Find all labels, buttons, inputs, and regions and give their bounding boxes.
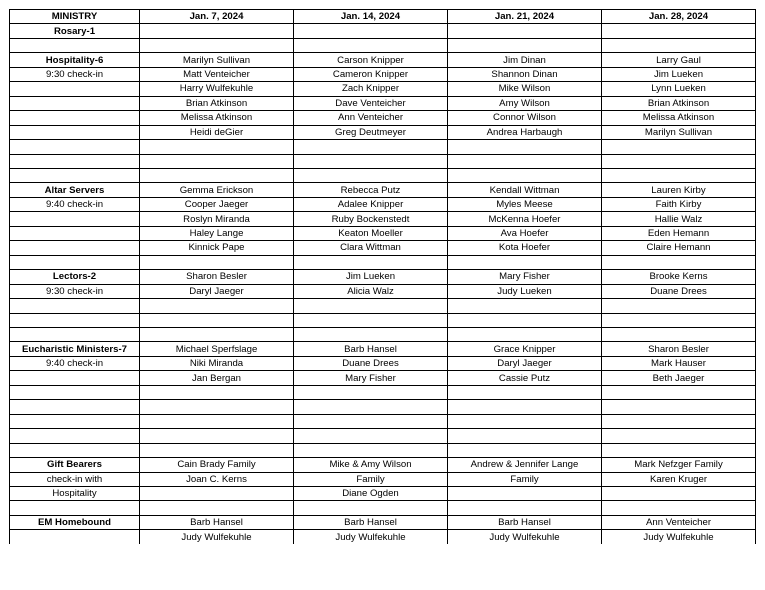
- assignment-cell: [448, 501, 602, 515]
- ministry-cell: [10, 414, 140, 428]
- table-row: [10, 458, 756, 472]
- assignment-cell: Carson Knipper: [294, 53, 448, 67]
- ministry-cell: Altar Servers: [10, 183, 140, 197]
- table-row: [10, 486, 756, 500]
- assignment-cell: Mary Fisher: [294, 371, 448, 385]
- assignment-cell: Shannon Dinan: [448, 67, 602, 81]
- assignment-cell: Judy Wulfekuhle: [140, 530, 294, 544]
- ministry-cell: Lectors-2: [10, 270, 140, 284]
- assignment-cell: Ann Venteicher: [602, 515, 756, 529]
- assignment-cell: Clara Wittman: [294, 241, 448, 255]
- assignment-cell: Sharon Besler: [602, 342, 756, 356]
- assignment-cell: [140, 385, 294, 399]
- header-ministry: MINISTRY: [10, 10, 140, 24]
- ministry-cell: [10, 371, 140, 385]
- assignment-cell: [294, 501, 448, 515]
- assignment-cell: Myles Meese: [448, 197, 602, 211]
- assignment-cell: [140, 168, 294, 182]
- assignment-cell: Brian Atkinson: [140, 96, 294, 110]
- assignment-cell: [448, 255, 602, 269]
- assignment-cell: Amy Wilson: [448, 96, 602, 110]
- ministry-cell: [10, 400, 140, 414]
- table-row: [10, 111, 756, 125]
- assignment-cell: [294, 443, 448, 457]
- assignment-cell: Beth Jaeger: [602, 371, 756, 385]
- table-row: [10, 313, 756, 327]
- assignment-cell: Connor Wilson: [448, 111, 602, 125]
- ministry-cell: [10, 140, 140, 154]
- ministry-cell: [10, 125, 140, 139]
- assignment-cell: Cain Brady Family: [140, 458, 294, 472]
- ministry-cell: [10, 82, 140, 96]
- assignment-cell: Ann Venteicher: [294, 111, 448, 125]
- assignment-cell: Barb Hansel: [294, 515, 448, 529]
- assignment-cell: [602, 486, 756, 500]
- table-row: [10, 515, 756, 529]
- assignment-cell: [294, 168, 448, 182]
- assignment-cell: [294, 154, 448, 168]
- assignment-cell: McKenna Hoefer: [448, 212, 602, 226]
- ministry-cell: [10, 429, 140, 443]
- assignment-cell: Barb Hansel: [448, 515, 602, 529]
- assignment-cell: Alicia Walz: [294, 284, 448, 298]
- assignment-cell: Jim Dinan: [448, 53, 602, 67]
- header-date: Jan. 21, 2024: [448, 10, 602, 24]
- assignment-cell: [602, 140, 756, 154]
- assignment-cell: Mark Hauser: [602, 356, 756, 370]
- assignment-cell: Andrew & Jennifer Lange: [448, 458, 602, 472]
- assignment-cell: Lynn Lueken: [602, 82, 756, 96]
- header-date: Jan. 28, 2024: [602, 10, 756, 24]
- assignment-cell: Niki Miranda: [140, 356, 294, 370]
- assignment-cell: [602, 299, 756, 313]
- assignment-cell: Jim Lueken: [602, 67, 756, 81]
- ministry-cell: [10, 168, 140, 182]
- assignment-cell: Rebecca Putz: [294, 183, 448, 197]
- assignment-cell: Gemma Erickson: [140, 183, 294, 197]
- assignment-cell: Heidi deGier: [140, 125, 294, 139]
- assignment-cell: [602, 400, 756, 414]
- table-row: [10, 400, 756, 414]
- assignment-cell: Mike Wilson: [448, 82, 602, 96]
- ministry-cell: 9:40 check-in: [10, 197, 140, 211]
- ministry-cell: [10, 255, 140, 269]
- assignment-cell: Judy Lueken: [448, 284, 602, 298]
- assignment-cell: Keaton Moeller: [294, 226, 448, 240]
- assignment-cell: [448, 429, 602, 443]
- assignment-cell: Andrea Harbaugh: [448, 125, 602, 139]
- ministry-cell: 9:30 check-in: [10, 284, 140, 298]
- assignment-cell: Diane Ogden: [294, 486, 448, 500]
- table-row: [10, 414, 756, 428]
- assignment-cell: Duane Drees: [294, 356, 448, 370]
- table-row: [10, 140, 756, 154]
- ministry-cell: [10, 96, 140, 110]
- ministry-cell: [10, 443, 140, 457]
- table-row: [10, 241, 756, 255]
- assignment-cell: Mike & Amy Wilson: [294, 458, 448, 472]
- assignment-cell: Mary Fisher: [448, 270, 602, 284]
- assignment-cell: Judy Wulfekuhle: [448, 530, 602, 544]
- assignment-cell: Duane Drees: [602, 284, 756, 298]
- ministry-cell: [10, 241, 140, 255]
- table-row: [10, 299, 756, 313]
- assignment-cell: Larry Gaul: [602, 53, 756, 67]
- table-row: [10, 125, 756, 139]
- assignment-cell: Brian Atkinson: [602, 96, 756, 110]
- assignment-cell: [294, 429, 448, 443]
- assignment-cell: [602, 168, 756, 182]
- assignment-cell: [140, 38, 294, 52]
- assignment-cell: Jim Lueken: [294, 270, 448, 284]
- assignment-cell: [140, 443, 294, 457]
- table-row: [10, 429, 756, 443]
- assignment-cell: [294, 140, 448, 154]
- table-row: [10, 501, 756, 515]
- assignment-cell: Ruby Bockenstedt: [294, 212, 448, 226]
- assignment-cell: Family: [448, 472, 602, 486]
- assignment-cell: [140, 255, 294, 269]
- assignment-cell: Ava Hoefer: [448, 226, 602, 240]
- assignment-cell: Faith Kirby: [602, 197, 756, 211]
- assignment-cell: [602, 414, 756, 428]
- assignment-cell: [602, 313, 756, 327]
- assignment-cell: [602, 501, 756, 515]
- table-row: [10, 255, 756, 269]
- table-row: [10, 154, 756, 168]
- table-row: [10, 385, 756, 399]
- table-row: [10, 38, 756, 52]
- assignment-cell: [602, 154, 756, 168]
- assignment-cell: Claire Hemann: [602, 241, 756, 255]
- assignment-cell: Grace Knipper: [448, 342, 602, 356]
- assignment-cell: [602, 38, 756, 52]
- ministry-cell: [10, 226, 140, 240]
- assignment-cell: [294, 38, 448, 52]
- table-row: [10, 443, 756, 457]
- assignment-cell: [140, 313, 294, 327]
- assignment-cell: Marilyn Sullivan: [602, 125, 756, 139]
- assignment-cell: [294, 327, 448, 341]
- assignment-cell: Kinnick Pape: [140, 241, 294, 255]
- assignment-cell: Marilyn Sullivan: [140, 53, 294, 67]
- ministry-cell: Eucharistic Ministers-7: [10, 342, 140, 356]
- assignment-cell: [448, 299, 602, 313]
- assignment-cell: Zach Knipper: [294, 82, 448, 96]
- assignment-cell: Daryl Jaeger: [140, 284, 294, 298]
- table-row: [10, 226, 756, 240]
- assignment-cell: Kota Hoefer: [448, 241, 602, 255]
- ministry-cell: [10, 38, 140, 52]
- assignment-cell: Cooper Jaeger: [140, 197, 294, 211]
- assignment-cell: [448, 414, 602, 428]
- assignment-cell: [140, 429, 294, 443]
- ministry-cell: [10, 530, 140, 544]
- assignment-cell: [448, 385, 602, 399]
- assignment-cell: [140, 299, 294, 313]
- ministry-cell: EM Homebound: [10, 515, 140, 529]
- assignment-cell: Michael Sperfslage: [140, 342, 294, 356]
- table-row: [10, 82, 756, 96]
- assignment-cell: Karen Kruger: [602, 472, 756, 486]
- assignment-cell: Cameron Knipper: [294, 67, 448, 81]
- table-row: [10, 327, 756, 341]
- assignment-cell: [140, 414, 294, 428]
- assignment-cell: [448, 24, 602, 38]
- ministry-cell: 9:30 check-in: [10, 67, 140, 81]
- assignment-cell: [140, 140, 294, 154]
- header-date: Jan. 7, 2024: [140, 10, 294, 24]
- header-date: Jan. 14, 2024: [294, 10, 448, 24]
- assignment-cell: Judy Wulfekuhle: [294, 530, 448, 544]
- assignment-cell: Mark Nefzger Family: [602, 458, 756, 472]
- table-row: [10, 472, 756, 486]
- ministry-cell: [10, 212, 140, 226]
- assignment-cell: Hallie Walz: [602, 212, 756, 226]
- assignment-cell: Kendall Wittman: [448, 183, 602, 197]
- table-row: [10, 197, 756, 211]
- assignment-cell: [140, 327, 294, 341]
- assignment-cell: [140, 486, 294, 500]
- ministry-cell: [10, 111, 140, 125]
- assignment-cell: Haley Lange: [140, 226, 294, 240]
- assignment-cell: Barb Hansel: [294, 342, 448, 356]
- assignment-cell: Melissa Atkinson: [602, 111, 756, 125]
- assignment-cell: [448, 486, 602, 500]
- header-row: [10, 10, 756, 24]
- assignment-cell: Matt Venteicher: [140, 67, 294, 81]
- assignment-cell: Judy Wulfekuhle: [602, 530, 756, 544]
- table-row: [10, 356, 756, 370]
- table-row: [10, 342, 756, 356]
- assignment-cell: [294, 385, 448, 399]
- assignment-cell: [448, 327, 602, 341]
- assignment-cell: Barb Hansel: [140, 515, 294, 529]
- table-row: [10, 96, 756, 110]
- assignment-cell: [448, 140, 602, 154]
- ministry-cell: [10, 154, 140, 168]
- assignment-cell: [294, 313, 448, 327]
- ministry-cell: 9:40 check-in: [10, 356, 140, 370]
- ministry-cell: check-in with: [10, 472, 140, 486]
- assignment-cell: [602, 443, 756, 457]
- assignment-cell: Lauren Kirby: [602, 183, 756, 197]
- assignment-cell: [602, 255, 756, 269]
- table-row: [10, 284, 756, 298]
- assignment-cell: [448, 154, 602, 168]
- ministry-cell: Gift Bearers: [10, 458, 140, 472]
- ministry-cell: Hospitality-6: [10, 53, 140, 67]
- table-row: [10, 270, 756, 284]
- ministry-cell: [10, 313, 140, 327]
- assignment-cell: [448, 313, 602, 327]
- assignment-cell: Brooke Kerns: [602, 270, 756, 284]
- assignment-cell: [602, 327, 756, 341]
- assignment-cell: Greg Deutmeyer: [294, 125, 448, 139]
- table-row: [10, 371, 756, 385]
- ministry-cell: [10, 327, 140, 341]
- assignment-cell: [140, 501, 294, 515]
- ministry-cell: Rosary-1: [10, 24, 140, 38]
- assignment-cell: Eden Hemann: [602, 226, 756, 240]
- table-row: [10, 53, 756, 67]
- assignment-cell: [140, 154, 294, 168]
- table-row: [10, 530, 756, 544]
- table-row: [10, 67, 756, 81]
- assignment-cell: [294, 400, 448, 414]
- table-row: [10, 168, 756, 182]
- assignment-cell: Joan C. Kerns: [140, 472, 294, 486]
- assignment-cell: [294, 299, 448, 313]
- assignment-cell: [602, 385, 756, 399]
- assignment-cell: [602, 24, 756, 38]
- ministry-cell: [10, 385, 140, 399]
- assignment-cell: Cassie Putz: [448, 371, 602, 385]
- schedule-body: [10, 10, 756, 545]
- assignment-cell: [602, 429, 756, 443]
- assignment-cell: Dave Venteicher: [294, 96, 448, 110]
- assignment-cell: [448, 168, 602, 182]
- table-row: [10, 183, 756, 197]
- assignment-cell: [294, 24, 448, 38]
- assignment-cell: Melissa Atkinson: [140, 111, 294, 125]
- ministry-schedule-table: [9, 9, 756, 544]
- assignment-cell: Roslyn Miranda: [140, 212, 294, 226]
- assignment-cell: Adalee Knipper: [294, 197, 448, 211]
- assignment-cell: Sharon Besler: [140, 270, 294, 284]
- table-row: [10, 212, 756, 226]
- assignment-cell: [448, 38, 602, 52]
- assignment-cell: Daryl Jaeger: [448, 356, 602, 370]
- assignment-cell: [140, 400, 294, 414]
- assignment-cell: [448, 443, 602, 457]
- assignment-cell: [294, 414, 448, 428]
- ministry-cell: [10, 501, 140, 515]
- ministry-cell: Hospitality: [10, 486, 140, 500]
- assignment-cell: [294, 255, 448, 269]
- assignment-cell: Jan Bergan: [140, 371, 294, 385]
- assignment-cell: [140, 24, 294, 38]
- assignment-cell: Family: [294, 472, 448, 486]
- ministry-cell: [10, 299, 140, 313]
- table-row: [10, 24, 756, 38]
- assignment-cell: Harry Wulfekuhle: [140, 82, 294, 96]
- assignment-cell: [448, 400, 602, 414]
